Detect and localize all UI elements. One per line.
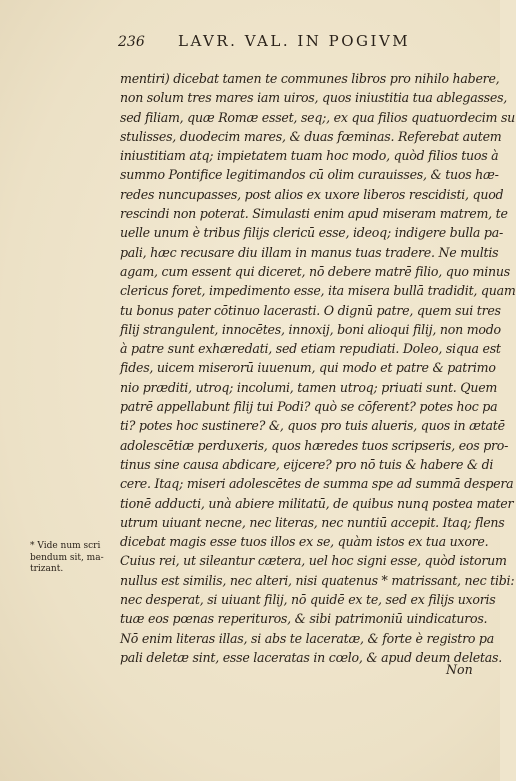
margin-note-line: bendum sit, ma- <box>30 552 104 563</box>
text-line: cere. Itaq; miseri adolescētes de summa spe ad summā despera <box>120 476 514 492</box>
text-line: adolescētiæ perduxeris, quos hæredes tuos scripseris, eos pro- <box>120 437 509 453</box>
catchword: Non <box>446 662 473 677</box>
text-line: mentiri) dicebat tamen te communes libros pro nihilo habere, <box>120 71 500 86</box>
text-line: patrē appellabunt filij tui Podi? quò se cōferent? potes hoc pa <box>120 399 498 415</box>
text-line: clericus foret, impedimento esse, ita misera bullā tradidit, quam <box>120 283 516 299</box>
page-header <box>118 30 458 56</box>
text-line: fides, uicem miserorū iuuenum, qui modo et patre & patrimo <box>120 360 496 376</box>
text-line: nec desperat, si uiuant filij, nō quidē ex te, sed ex filijs uxoris <box>120 592 496 608</box>
text-line: tu bonus pater cōtinuo lacerasti. O dignū patre, quem sui tres <box>120 302 501 318</box>
text-line: rescindi non poterat. Simulasti enim apud miseram matrem, te <box>120 206 508 222</box>
text-line: ti? potes hoc sustinere? &, quos pro tuis alueris, quos in ætatē <box>120 418 505 434</box>
margin-note-line: trizant. <box>30 564 64 574</box>
text-line: non solum tres mares iam uiros, quos iniustitia tua ablegasses, <box>120 90 508 106</box>
text-line: tionē adducti, unà abiere militatū, de quibus nunq postea mater <box>120 495 514 511</box>
text-line: Cuius rei, ut sileantur cætera, uel hoc signi esse, quòd istorum <box>120 553 507 569</box>
text-line: uelle unum è tribus filijs clericū esse, ideoq; indigere bulla pa- <box>120 225 503 241</box>
body-text <box>120 69 516 667</box>
page-number: 236 <box>118 34 145 50</box>
text-line: dicebat magis esse tuos illos ex se, quàm istos ex tua uxore. <box>120 534 489 550</box>
text-line: à patre sunt exhæredati, sed etiam repudiati. Doleo, siqua est <box>120 341 501 357</box>
text-line: Nō enim literas illas, si abs te laceratæ, & forte è registro pa <box>120 630 495 646</box>
text-line: redes nuncupasses, post alios ex uxore liberos rescidisti, quod <box>120 186 504 202</box>
text-line: sed filiam, quæ Romæ esset, seq;, ex qua filios quatuordecim su <box>120 109 516 125</box>
text-line: nullus est similis, nec alteri, nisi quatenus * matrissant, nec tibi: <box>120 572 515 588</box>
text-line: tinus sine causa abdicare, eijcere? pro nō tuis & habere & di <box>120 456 494 472</box>
margin-note <box>30 541 118 576</box>
text-line: utrum uiuant necne, nec literas, nec nuntiū accepit. Itaq; flens <box>120 514 505 530</box>
text-line: pali, hæc recusare diu illam in manus tuas tradere. Ne multis <box>120 244 499 260</box>
text-line: nio præditi, utroq; incolumi, tamen utroq; priuati sunt. Quem <box>120 379 498 395</box>
margin-note-line: * Vide num scri <box>30 541 101 551</box>
text-line: pali deletæ sint, esse laceratas in cœlo, & apud deum deletas. <box>120 649 502 665</box>
text-line: stulisses, duodecim mares, & duas fœminas. Referebat autem <box>120 128 502 144</box>
text-line: summo Pontifice legitimandos cū olim curauisses, & tuos hæ- <box>120 167 499 183</box>
text-line: iniustitiam atq; impietatem tuam hoc modo, quòd filios tuos à <box>120 148 499 164</box>
text-line: tuæ eos pœnas reperituros, & sibi patrimoniū uindicaturos. <box>120 611 488 627</box>
text-line: filij strangulent, innocētes, innoxij, boni alioqui filij, non modo <box>120 321 501 337</box>
text-line: agam, cum essent qui diceret, nō debere matrē filio, quo minus <box>120 263 510 279</box>
running-head: LAVR. VAL. IN POGIVM <box>178 32 411 50</box>
